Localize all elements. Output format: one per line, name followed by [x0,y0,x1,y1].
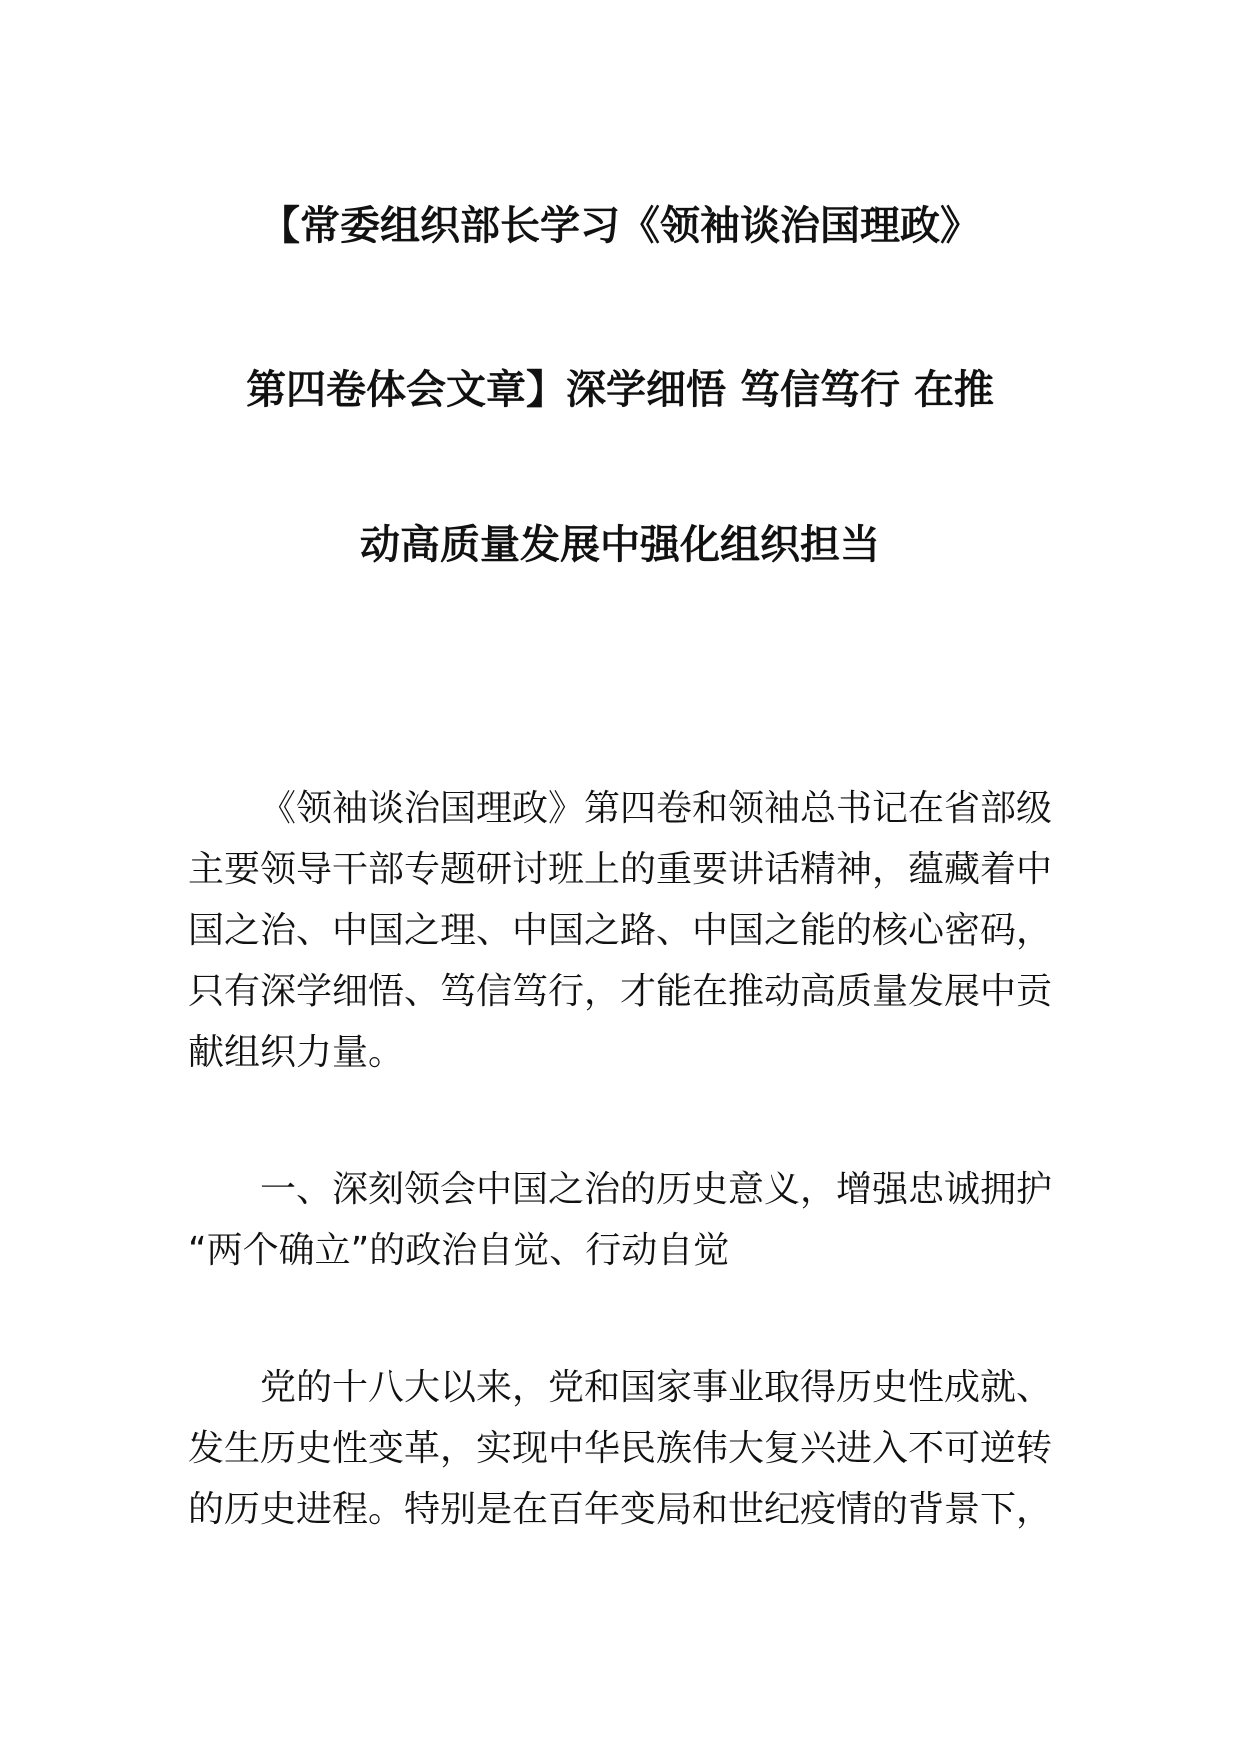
document-title-line-1: 【常委组织部长学习《领袖谈治国理政》 [260,203,980,249]
section-heading-line-1: 一、深刻领会中国之治的历史意义，增强忠诚拥护 [260,1169,1053,1210]
paragraph-2-line-2: 发生历史性变革，实现中华民族伟大复兴进入不可逆转 [188,1428,1053,1469]
paragraph-1-line-4: 只有深学细悟、笃信笃行，才能在推动高质量发展中贡 [188,971,1053,1012]
paragraph-2-line-1: 党的十八大以来，党和国家事业取得历史性成就、 [260,1367,1053,1408]
paragraph-1-line-1: 《领袖谈治国理政》第四卷和领袖总书记在省部级 [260,788,1053,829]
paragraph-1-line-5: 献组织力量。 [188,1032,405,1073]
document-title-line-2: 第四卷体会文章】深学细悟 笃信笃行 在推 [246,367,994,413]
paragraph-1-line-2: 主要领导干部专题研讨班上的重要讲话精神，蕴藏着中 [188,849,1053,890]
paragraph-2-line-3: 的历史进程。特别是在百年变局和世纪疫情的背景下， [188,1489,1053,1530]
document-title-line-3: 动高质量发展中强化组织担当 [360,522,880,568]
section-heading-line-2: “两个确立”的政治自觉、行动自觉 [188,1230,730,1271]
paragraph-1-line-3: 国之治、中国之理、中国之路、中国之能的核心密码， [188,910,1053,951]
